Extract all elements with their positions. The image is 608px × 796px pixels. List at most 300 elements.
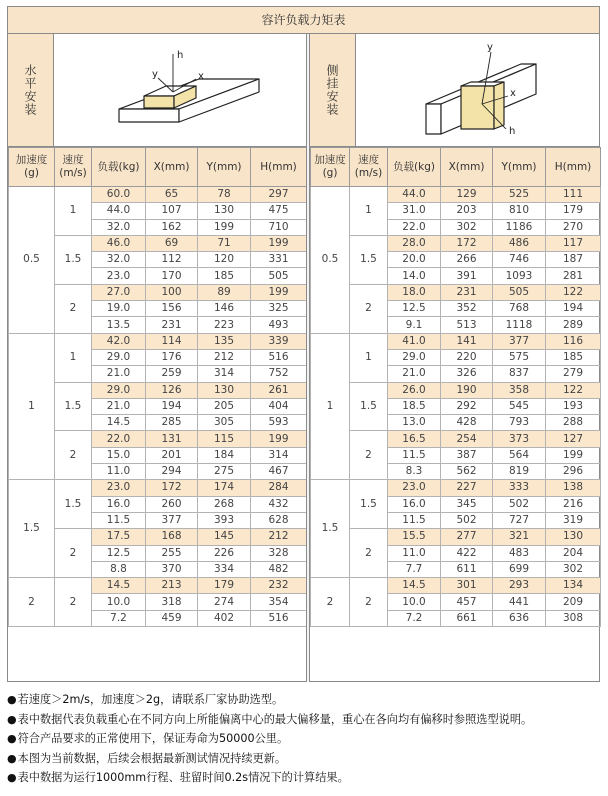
y-cell: 199 — [198, 219, 251, 235]
x-cell: 220 — [441, 349, 493, 365]
header-acceleration: 加速度(g) — [311, 148, 350, 187]
side-mount-label: 侧挂安装 — [310, 34, 356, 146]
load-cell: 44.0 — [388, 187, 441, 203]
y-cell: 226 — [198, 545, 251, 561]
load-cell: 29.0 — [388, 349, 441, 365]
side-rail-diagram — [356, 34, 600, 146]
x-cell: 292 — [441, 398, 493, 414]
x-cell: 277 — [441, 529, 493, 545]
y-cell: 275 — [198, 464, 251, 480]
side-mount-illustration — [356, 34, 600, 146]
x-cell: 231 — [441, 284, 493, 300]
h-cell: 710 — [251, 219, 307, 235]
y-cell: 179 — [198, 578, 251, 594]
y-cell: 223 — [198, 317, 251, 333]
load-cell: 32.0 — [92, 219, 146, 235]
x-cell: 162 — [146, 219, 198, 235]
header-x: X(mm) — [146, 148, 198, 187]
table-row — [311, 382, 601, 398]
y-cell: 564 — [493, 447, 546, 463]
load-cell: 46.0 — [92, 235, 146, 251]
h-cell: 475 — [251, 203, 307, 219]
table-row — [311, 529, 601, 545]
y-cell: 483 — [493, 545, 546, 561]
y-cell: 321 — [493, 529, 546, 545]
x-cell: 370 — [146, 561, 198, 577]
header-load: 负载(kg) — [388, 148, 441, 187]
h-cell: 482 — [251, 561, 307, 577]
y-cell: 120 — [198, 252, 251, 268]
x-cell: 459 — [146, 610, 198, 626]
load-cell: 26.0 — [388, 382, 441, 398]
load-cell: 7.2 — [92, 610, 146, 626]
h-cell: 281 — [546, 268, 601, 284]
x-cell: 457 — [441, 594, 493, 610]
y-cell: 71 — [198, 235, 251, 251]
load-cell: 21.0 — [92, 398, 146, 414]
side-table-body — [311, 187, 601, 627]
speed-cell: 1 — [55, 187, 92, 236]
h-cell: 134 — [546, 578, 601, 594]
header-y: Y(mm) — [493, 148, 546, 187]
h-cell: 212 — [251, 529, 307, 545]
y-cell: 1093 — [493, 268, 546, 284]
y-cell: 1186 — [493, 219, 546, 235]
y-cell: 793 — [493, 415, 546, 431]
x-cell: 69 — [146, 235, 198, 251]
note-item — [7, 710, 607, 730]
x-cell: 326 — [441, 366, 493, 382]
h-cell: 127 — [546, 431, 601, 447]
load-cell: 22.0 — [388, 219, 441, 235]
speed-cell: 1.5 — [55, 235, 92, 284]
h-cell: 122 — [546, 382, 601, 398]
load-cell: 11.0 — [388, 545, 441, 561]
load-cell: 29.0 — [92, 349, 146, 365]
speed-cell: 1 — [350, 333, 388, 382]
x-cell: 255 — [146, 545, 198, 561]
load-cell: 11.0 — [92, 464, 146, 480]
h-cell: 328 — [251, 545, 307, 561]
y-cell: 205 — [198, 398, 251, 414]
y-cell: 78 — [198, 187, 251, 203]
h-cell: 185 — [546, 349, 601, 365]
horizontal-mount-label: 水平安装 — [8, 34, 54, 146]
load-cell: 18.0 — [388, 284, 441, 300]
horizontal-mount-header — [8, 34, 306, 147]
load-cell: 16.5 — [388, 431, 441, 447]
x-cell: 611 — [441, 561, 493, 577]
x-cell: 201 — [146, 447, 198, 463]
speed-cell: 2 — [55, 578, 92, 627]
x-cell: 213 — [146, 578, 198, 594]
x-cell: 254 — [441, 431, 493, 447]
load-cell: 22.0 — [92, 431, 146, 447]
load-cell: 7.7 — [388, 561, 441, 577]
axis-label-h: h — [177, 50, 184, 61]
h-cell: 314 — [251, 447, 307, 463]
speed-cell: 2 — [350, 529, 388, 578]
h-cell: 319 — [546, 512, 601, 528]
load-cell: 14.5 — [92, 578, 146, 594]
load-cell: 23.0 — [388, 480, 441, 496]
h-cell: 628 — [251, 512, 307, 528]
h-cell: 493 — [251, 317, 307, 333]
bullet-icon: ● — [7, 712, 17, 726]
y-cell: 505 — [493, 284, 546, 300]
h-cell: 270 — [546, 219, 601, 235]
h-cell: 516 — [251, 610, 307, 626]
acceleration-cell: 1 — [311, 333, 350, 480]
header-speed: 速度(m/s) — [350, 148, 388, 187]
x-cell: 231 — [146, 317, 198, 333]
h-cell: 111 — [546, 187, 601, 203]
bullet-icon: ● — [7, 751, 17, 765]
x-cell: 129 — [441, 187, 493, 203]
y-cell: 373 — [493, 431, 546, 447]
axis-label-x: x — [510, 88, 516, 99]
h-cell: 297 — [251, 187, 307, 203]
load-cell: 21.0 — [388, 366, 441, 382]
load-cell: 14.5 — [92, 415, 146, 431]
h-cell: 204 — [546, 545, 601, 561]
y-cell: 268 — [198, 496, 251, 512]
y-cell: 727 — [493, 512, 546, 528]
y-cell: 1118 — [493, 317, 546, 333]
acceleration-cell: 1.5 — [311, 480, 350, 578]
load-cell: 15.5 — [388, 529, 441, 545]
h-cell: 593 — [251, 415, 307, 431]
speed-cell: 2 — [350, 284, 388, 333]
note-text: 若速度＞2m/s，加速度＞2g，请联系厂家协助选型。 — [17, 693, 284, 706]
y-cell: 636 — [493, 610, 546, 626]
note-text: 表中数据代表负载重心在不同方向上所能偏离中心的最大偏移量，重心在各向均有偏移时参照选型说明。 — [17, 712, 533, 726]
header-load: 负载(kg) — [92, 148, 146, 187]
h-cell: 288 — [546, 415, 601, 431]
acceleration-cell: 0.5 — [9, 187, 55, 334]
note-text: 符合产品要求的正常使用下，保证寿命为50000公里。 — [17, 732, 289, 746]
x-cell: 352 — [441, 301, 493, 317]
x-cell: 112 — [146, 252, 198, 268]
y-cell: 837 — [493, 366, 546, 382]
x-cell: 391 — [441, 268, 493, 284]
load-cell: 23.0 — [92, 268, 146, 284]
y-cell: 184 — [198, 447, 251, 463]
h-cell: 752 — [251, 366, 307, 382]
h-cell: 199 — [251, 284, 307, 300]
table-row — [311, 431, 601, 447]
load-cell: 18.5 — [388, 398, 441, 414]
x-cell: 190 — [441, 382, 493, 398]
acceleration-cell: 1 — [9, 333, 55, 480]
table-row — [9, 187, 307, 203]
h-cell: 302 — [546, 561, 601, 577]
x-cell: 156 — [146, 301, 198, 317]
x-cell: 131 — [146, 431, 198, 447]
note-text: 表中数据为运行1000mm行程、驻留时间0.2s情况下的计算结果。 — [17, 771, 349, 785]
h-cell: 179 — [546, 203, 601, 219]
x-cell: 345 — [441, 496, 493, 512]
load-cell: 60.0 — [92, 187, 146, 203]
bullet-icon: ● — [7, 693, 17, 706]
x-cell: 176 — [146, 349, 198, 365]
acceleration-cell: 0.5 — [311, 187, 350, 334]
load-cell: 11.5 — [388, 447, 441, 463]
y-cell: 377 — [493, 333, 546, 349]
y-cell: 146 — [198, 301, 251, 317]
speed-cell: 2 — [350, 578, 388, 627]
side-mount-header — [310, 34, 600, 147]
x-cell: 203 — [441, 203, 493, 219]
h-cell: 404 — [251, 398, 307, 414]
h-cell: 232 — [251, 578, 307, 594]
x-cell: 387 — [441, 447, 493, 463]
load-cell: 14.0 — [388, 268, 441, 284]
h-cell: 325 — [251, 301, 307, 317]
h-cell: 130 — [546, 529, 601, 545]
load-cell: 11.5 — [92, 512, 146, 528]
x-cell: 377 — [146, 512, 198, 528]
x-cell: 428 — [441, 415, 493, 431]
x-cell: 285 — [146, 415, 198, 431]
x-cell: 260 — [146, 496, 198, 512]
x-cell: 141 — [441, 333, 493, 349]
h-cell: 432 — [251, 496, 307, 512]
h-cell: 308 — [546, 610, 601, 626]
speed-cell: 1.5 — [350, 480, 388, 529]
load-cell: 17.5 — [92, 529, 146, 545]
speed-cell: 2 — [55, 284, 92, 333]
y-cell: 575 — [493, 349, 546, 365]
load-cell: 16.0 — [388, 496, 441, 512]
x-cell: 126 — [146, 382, 198, 398]
y-cell: 441 — [493, 594, 546, 610]
y-cell: 314 — [198, 366, 251, 382]
y-cell: 402 — [198, 610, 251, 626]
h-cell: 193 — [546, 398, 601, 414]
note-item — [7, 768, 607, 788]
horizontal-load-table — [8, 147, 307, 627]
load-cell: 12.5 — [388, 301, 441, 317]
y-cell: 145 — [198, 529, 251, 545]
x-cell: 502 — [441, 512, 493, 528]
horizontal-table-body — [9, 187, 307, 627]
y-cell: 502 — [493, 496, 546, 512]
x-cell: 172 — [441, 235, 493, 251]
y-cell: 115 — [198, 431, 251, 447]
load-cell: 42.0 — [92, 333, 146, 349]
load-cell: 21.0 — [92, 366, 146, 382]
header-x: X(mm) — [441, 148, 493, 187]
x-cell: 100 — [146, 284, 198, 300]
table-row — [9, 578, 307, 594]
speed-cell: 2 — [55, 431, 92, 480]
y-cell: 393 — [198, 512, 251, 528]
load-cell: 8.8 — [92, 561, 146, 577]
x-cell: 172 — [146, 480, 198, 496]
load-cell: 27.0 — [92, 284, 146, 300]
speed-cell: 1.5 — [55, 382, 92, 431]
y-cell: 89 — [198, 284, 251, 300]
note-text: 本图为当前数据，后续会根据最新测试情况持续更新。 — [17, 751, 287, 765]
h-cell: 354 — [251, 594, 307, 610]
load-cell: 12.5 — [92, 545, 146, 561]
table-row — [311, 235, 601, 251]
h-cell: 467 — [251, 464, 307, 480]
notes-list — [7, 690, 607, 788]
table-row — [9, 333, 307, 349]
x-cell: 294 — [146, 464, 198, 480]
speed-cell: 2 — [55, 529, 92, 578]
speed-cell: 1.5 — [55, 480, 92, 529]
h-cell: 296 — [546, 464, 601, 480]
y-cell: 130 — [198, 382, 251, 398]
acceleration-cell: 2 — [311, 578, 350, 627]
h-cell: 116 — [546, 333, 601, 349]
x-cell: 422 — [441, 545, 493, 561]
load-cell: 8.3 — [388, 464, 441, 480]
note-item — [7, 749, 607, 769]
h-cell: 209 — [546, 594, 601, 610]
h-cell: 194 — [546, 301, 601, 317]
load-cell: 23.0 — [92, 480, 146, 496]
horizontal-rail-diagram — [54, 34, 306, 146]
y-cell: 274 — [198, 594, 251, 610]
x-cell: 168 — [146, 529, 198, 545]
x-cell: 227 — [441, 480, 493, 496]
axis-label-y: y — [487, 42, 493, 53]
h-cell: 339 — [251, 333, 307, 349]
load-cell: 10.0 — [388, 594, 441, 610]
table-row — [311, 284, 601, 300]
y-cell: 334 — [198, 561, 251, 577]
table-row — [311, 333, 601, 349]
load-cell: 32.0 — [92, 252, 146, 268]
load-cell: 19.0 — [92, 301, 146, 317]
x-cell: 170 — [146, 268, 198, 284]
load-cell: 28.0 — [388, 235, 441, 251]
x-cell: 266 — [441, 252, 493, 268]
h-cell: 331 — [251, 252, 307, 268]
h-cell: 279 — [546, 366, 601, 382]
table-row — [311, 187, 601, 203]
load-cell: 31.0 — [388, 203, 441, 219]
load-cell: 13.0 — [388, 415, 441, 431]
header-h: H(mm) — [546, 148, 601, 187]
speed-cell: 1.5 — [350, 382, 388, 431]
h-cell: 216 — [546, 496, 601, 512]
load-cell: 41.0 — [388, 333, 441, 349]
note-item — [7, 690, 607, 710]
x-cell: 318 — [146, 594, 198, 610]
h-cell: 516 — [251, 349, 307, 365]
h-cell: 199 — [251, 235, 307, 251]
speed-cell: 2 — [350, 431, 388, 480]
bullet-icon: ● — [7, 771, 17, 785]
header-speed: 速度(m/s) — [55, 148, 92, 187]
y-cell: 212 — [198, 349, 251, 365]
x-cell: 194 — [146, 398, 198, 414]
y-cell: 486 — [493, 235, 546, 251]
load-cell: 9.1 — [388, 317, 441, 333]
load-cell: 10.0 — [92, 594, 146, 610]
y-cell: 130 — [198, 203, 251, 219]
y-cell: 810 — [493, 203, 546, 219]
y-cell: 174 — [198, 480, 251, 496]
y-cell: 545 — [493, 398, 546, 414]
load-cell: 15.0 — [92, 447, 146, 463]
table-row — [9, 480, 307, 496]
y-cell: 699 — [493, 561, 546, 577]
header-y: Y(mm) — [198, 148, 251, 187]
x-cell: 661 — [441, 610, 493, 626]
load-cell: 29.0 — [92, 382, 146, 398]
load-cell: 16.0 — [92, 496, 146, 512]
h-cell: 505 — [251, 268, 307, 284]
speed-cell: 1 — [55, 333, 92, 382]
load-cell: 20.0 — [388, 252, 441, 268]
header-acceleration: 加速度(g) — [9, 148, 55, 187]
table-title: 容许负载力矩表 — [8, 7, 599, 34]
acceleration-cell: 1.5 — [9, 480, 55, 578]
header-h: H(mm) — [251, 148, 307, 187]
y-cell: 768 — [493, 301, 546, 317]
x-cell: 65 — [146, 187, 198, 203]
y-cell: 305 — [198, 415, 251, 431]
x-cell: 301 — [441, 578, 493, 594]
load-cell: 14.5 — [388, 578, 441, 594]
axis-label-h: h — [509, 126, 516, 137]
h-cell: 261 — [251, 382, 307, 398]
load-cell: 7.2 — [388, 610, 441, 626]
h-cell: 122 — [546, 284, 601, 300]
table-row — [311, 578, 601, 594]
y-cell: 135 — [198, 333, 251, 349]
bullet-icon: ● — [7, 732, 17, 746]
y-cell: 525 — [493, 187, 546, 203]
load-cell: 11.5 — [388, 512, 441, 528]
load-cell: 13.5 — [92, 317, 146, 333]
x-cell: 562 — [441, 464, 493, 480]
y-cell: 358 — [493, 382, 546, 398]
h-cell: 284 — [251, 480, 307, 496]
h-cell: 199 — [251, 431, 307, 447]
side-load-table — [310, 147, 601, 627]
acceleration-cell: 2 — [9, 578, 55, 627]
y-cell: 746 — [493, 252, 546, 268]
y-cell: 185 — [198, 268, 251, 284]
axis-label-x: x — [198, 71, 204, 82]
y-cell: 293 — [493, 578, 546, 594]
x-cell: 513 — [441, 317, 493, 333]
y-cell: 819 — [493, 464, 546, 480]
x-cell: 107 — [146, 203, 198, 219]
h-cell: 289 — [546, 317, 601, 333]
note-item — [7, 729, 607, 749]
horizontal-mount-illustration — [54, 34, 306, 146]
table-row — [311, 480, 601, 496]
load-cell: 44.0 — [92, 203, 146, 219]
x-cell: 302 — [441, 219, 493, 235]
load-moment-table-frame — [7, 6, 600, 682]
speed-cell: 1 — [350, 187, 388, 236]
speed-cell: 1.5 — [350, 235, 388, 284]
h-cell: 187 — [546, 252, 601, 268]
h-cell: 199 — [546, 447, 601, 463]
y-cell: 333 — [493, 480, 546, 496]
x-cell: 259 — [146, 366, 198, 382]
axis-label-y: y — [152, 69, 158, 80]
